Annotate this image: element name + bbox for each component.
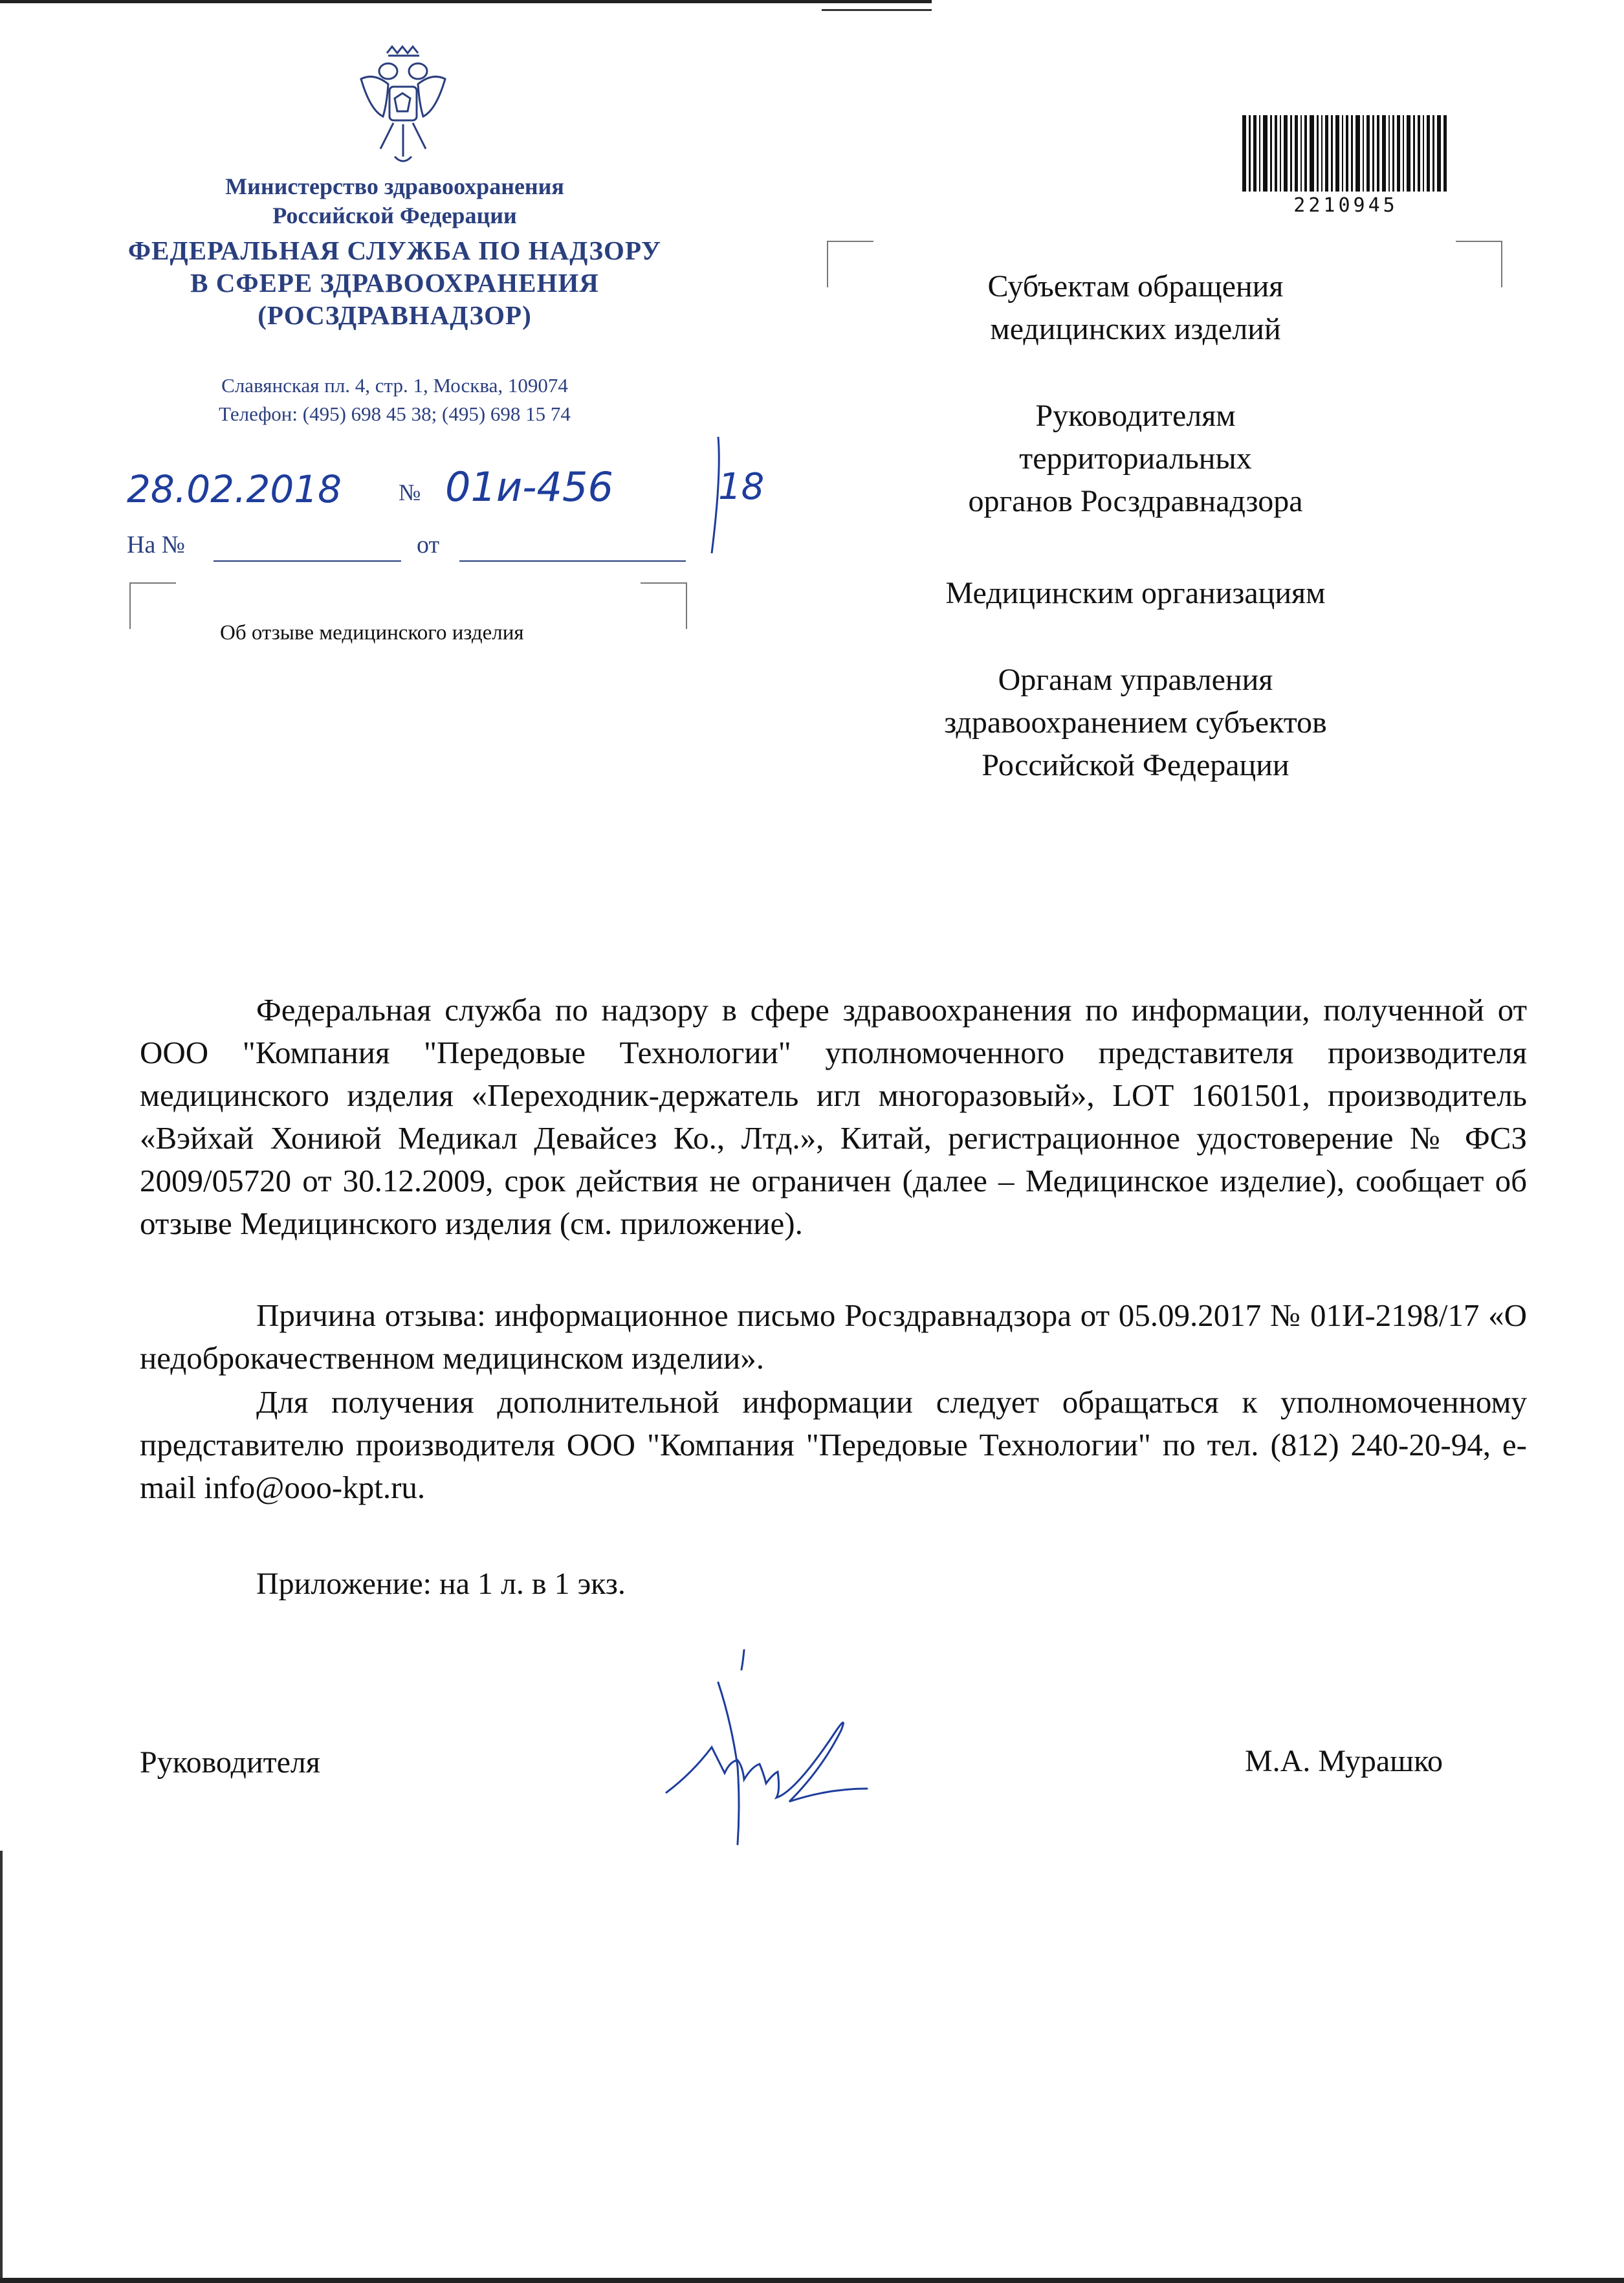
addressee-1-line-1: Субъектам обращения [987,269,1284,303]
addressee-3-line-1: Медицинским организациям [945,576,1326,610]
addressee-block-2 [899,395,1372,523]
outgoing-number: 01и-456 [445,463,613,511]
letterhead-address: Славянская пл. 4, стр. 1, Москва, 109074 [221,374,568,397]
addressee-2-line-3: органов Росздравнадзора [968,484,1303,518]
signatory-name: М.А. Мурашко [1245,1744,1443,1778]
body-paragraph-3: Для получения дополнительной информации следует обращаться к уполномоченному представителю производителя ООО "Компания "Передовые Технологии" по тел. (812) 240-20-94, e-mail info@ooo-kpt.ru. [140,1384,1527,1505]
body-paragraph-1: Федеральная служба по надзору в сфере здравоохранения по информации, полученной от ООО "Компания "Передовые Технологии" уполномоченного представителя производителя медицинского изделия «Переходник-держатель игл многоразовый», LOT 1601501, производитель «Вэйхай Хониюй Медикал Девайсез Ко., Лтд.», Китай, регистрационное удостоверение № ФСЗ 2009/05720 от 30.12.2009, срок действия не ограничен (далее – Медицинское изделие), сообщает об отзыве Медицинского изделия (см. приложение). [140,992,1527,1241]
reference-number-label: На № [127,531,186,558]
addressee-2-line-1: Руководителям [1035,399,1236,433]
signatory-title: Руководителя [140,1745,320,1780]
letterhead-phone: Телефон: (495) 698 45 38; (495) 698 15 74 [219,403,571,425]
addressee-block-3 [899,572,1372,615]
addressee-bracket-left [827,241,873,287]
service-name [91,234,699,331]
service-line-1: ФЕДЕРАЛЬНАЯ СЛУЖБА ПО НАДЗОРУ [127,236,662,265]
attachment-note: Приложение: на 1 л. в 1 экз. [256,1567,626,1601]
barcode-number: 2210945 [1293,194,1398,217]
addressee-bracket-right [1456,241,1502,287]
barcode [1242,115,1447,192]
reference-date-blank [459,560,686,562]
ministry-line-2: Российской Федерации [272,203,517,228]
scan-edge-top-short [822,9,932,11]
outgoing-date: 28.02.2018 [127,467,342,511]
reference-number-blank [214,560,401,562]
addressee-block-1 [899,265,1372,351]
coat-of-arms-emblem [348,40,458,173]
handwritten-signature [647,1644,893,1864]
ministry-line-1: Министерство здравоохранения [225,173,564,199]
ministry-name [91,172,699,230]
letter-subject: Об отзыве медицинского изделия [220,621,524,645]
service-line-2: В СФЕРЕ ЗДРАВООХРАНЕНИЯ [190,268,599,298]
outgoing-number-label: № [399,480,421,505]
scan-edge-bottom [0,2278,1624,2283]
addressee-4-line-1: Органам управления [998,663,1273,697]
addressee-2-line-2: территориальных [1019,441,1252,476]
subject-bracket-left [129,582,176,629]
addressee-block-4 [899,659,1372,787]
scan-edge-top [0,0,932,3]
letterhead-contacts [91,371,699,428]
addressee-1-line-2: медицинских изделий [990,312,1281,346]
addressee-4-line-3: Российской Федерации [982,748,1289,782]
outgoing-number-year: 18 [718,466,765,508]
scan-edge-left [0,1851,3,2283]
addressee-4-line-2: здравоохранением субъектов [944,705,1327,740]
subject-bracket-right [641,582,687,629]
service-line-3: (РОСЗДРАВНАДЗОР) [258,300,532,330]
body-paragraph-2: Причина отзыва: информационное письмо Росздравнадзора от 05.09.2017 № 01И-2198/17 «О недоброкачественном медицинском изделии». [140,1297,1527,1376]
reference-date-label: от [417,531,440,558]
